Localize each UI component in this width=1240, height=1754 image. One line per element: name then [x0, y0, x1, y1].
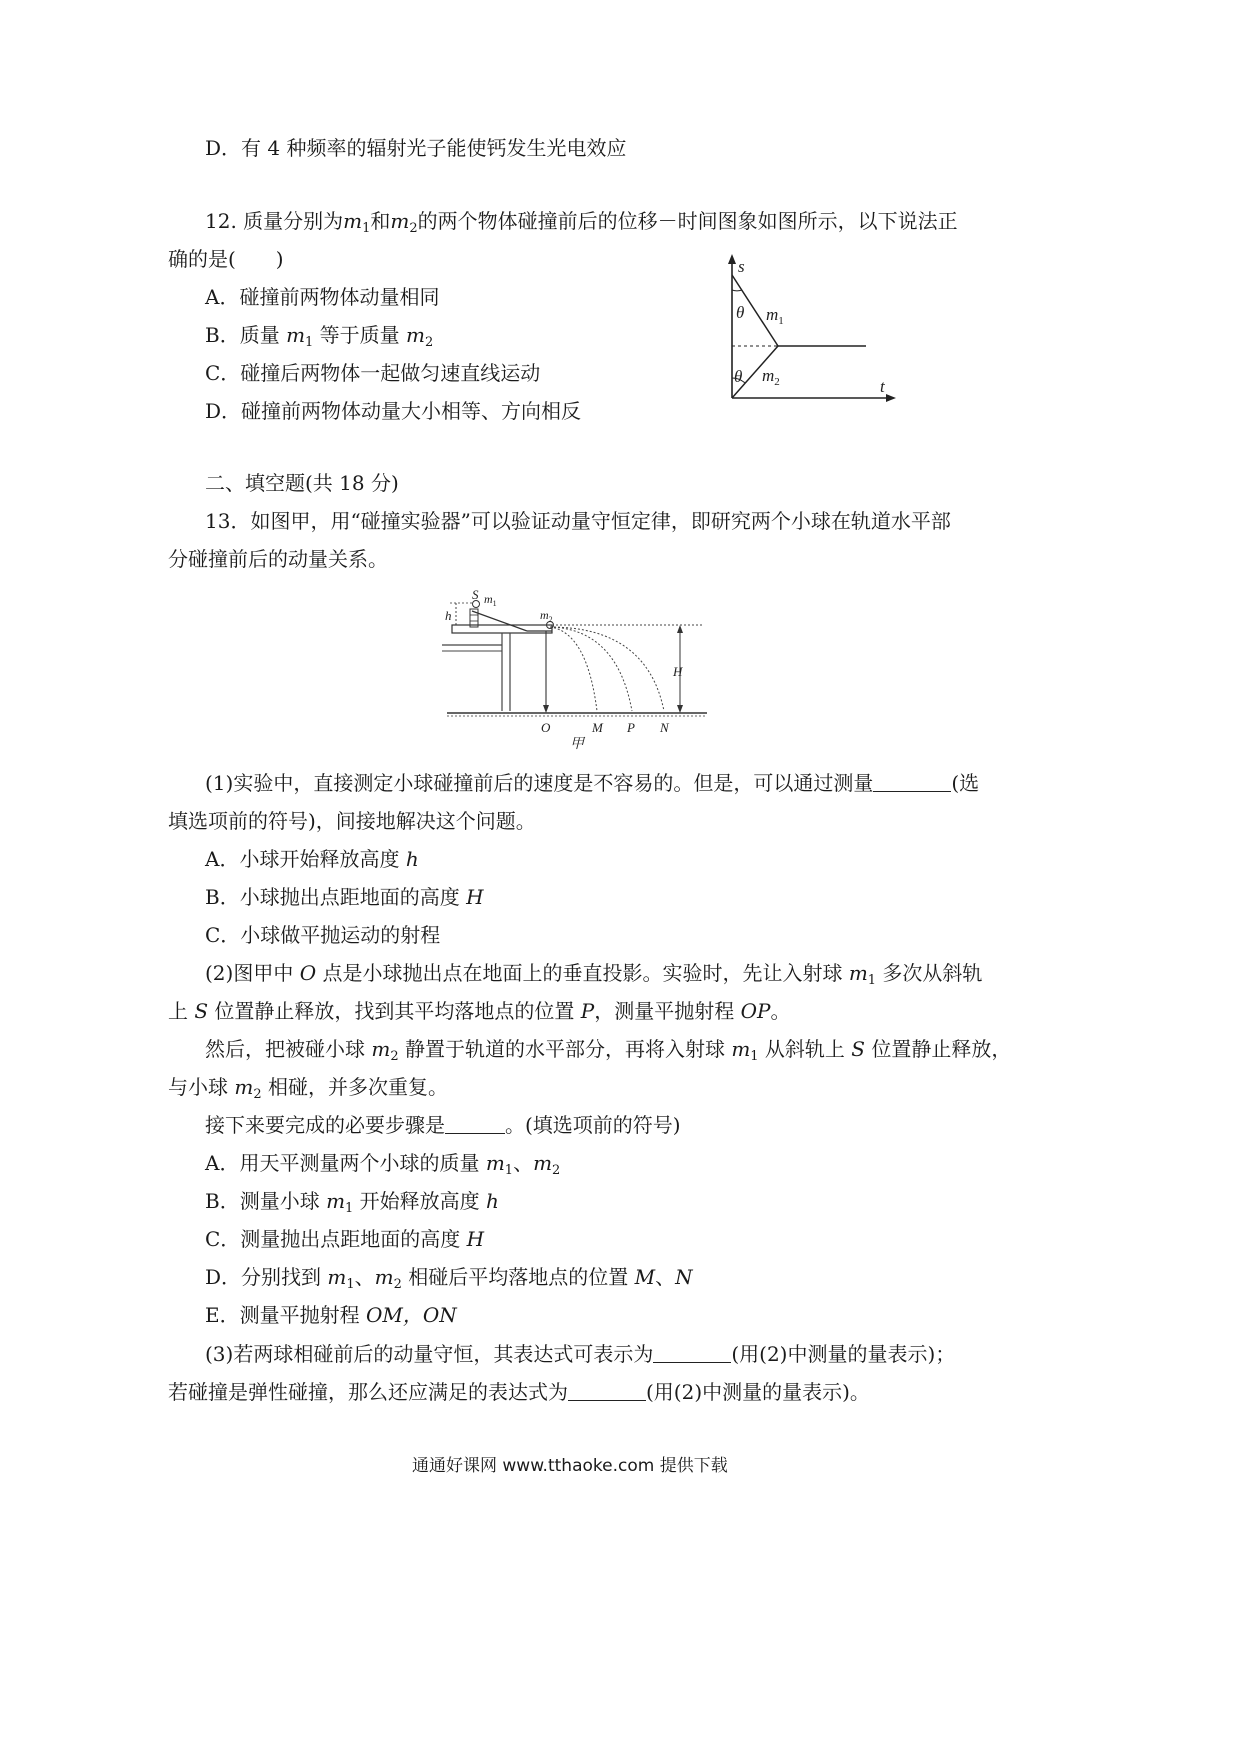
q13-stem-line1: 13．如图甲，用“碰撞实验器”可以验证动量守恒定律，即研究两个小球在轨道水平部 — [205, 509, 951, 533]
trajectory-m — [550, 627, 597, 711]
q13-part1-option-b: B．小球抛出点距地面的高度 H — [205, 885, 484, 909]
q13-part2-option-c: C．测量抛出点距地面的高度 H — [205, 1227, 485, 1251]
label-m2: $m_2$ — [540, 608, 553, 624]
label-S: S — [472, 587, 479, 602]
m2-label: $m_2$ — [762, 366, 780, 388]
label-m1: $m_1$ — [484, 592, 497, 608]
q13-stem-line2: 分碰撞前后的动量关系。 — [168, 547, 388, 571]
q12-stem-line1: 12. 质量分别为$m_1$和$m_2$的两个物体碰撞前后的位移－时间图象如图所示，以下说法正 — [205, 209, 958, 236]
label-h: h — [445, 608, 452, 623]
q13-part2-line5: 接下来要完成的必要步骤是 。(填选项前的符号) — [205, 1113, 681, 1137]
label-O: O — [541, 720, 551, 735]
m1-label: $m_1$ — [766, 305, 784, 327]
q13-part1-option-a: A．小球开始释放高度 h — [205, 847, 419, 871]
s-axis-arrow-icon — [728, 254, 736, 264]
q11-option-d: D．有 4 种频率的辐射光子能使钙发生光电效应 — [205, 136, 627, 160]
q13-part1-line2: 填选项前的符号)，间接地解决这个问题。 — [168, 809, 536, 833]
page-footer: 通通好课网 www.tthaoke.com 提供下载 — [412, 1456, 728, 1476]
t-label: t — [880, 377, 885, 396]
answer-blank-4[interactable] — [568, 1382, 646, 1401]
q13-part2-option-d: D．分别找到 $m_1$、$m_2$ 相碰后平均落地点的位置 M、N — [205, 1265, 693, 1292]
theta-arc-top — [732, 290, 742, 291]
q13-part3-line1: (3)若两球相碰前后的动量守恒，其表达式可表示为 (用(2)中测量的量表示)； — [205, 1342, 956, 1366]
q13-part2-line2: 上 S 位置静止释放，找到其平均落地点的位置 P，测量平抛射程 OP。 — [168, 999, 791, 1023]
answer-blank-2[interactable] — [445, 1115, 505, 1134]
q12-option-a: A．碰撞前两物体动量相同 — [205, 285, 440, 309]
q13-figure-jia — [432, 587, 722, 757]
label-N: N — [660, 720, 669, 735]
q13-part2-option-e: E．测量平抛射程 OM，ON — [205, 1303, 457, 1327]
q13-part2-line1: (2)图甲中 O 点是小球抛出点在地面上的垂直投影。实验时，先让入射球 $m_1$ 多次从斜轨 — [205, 961, 983, 988]
answer-blank-1[interactable] — [873, 773, 951, 792]
q12-option-d: D．碰撞前两物体动量大小相等、方向相反 — [205, 399, 582, 423]
figure-caption: 甲 — [570, 737, 584, 752]
theta-label-top: θ — [736, 303, 745, 322]
q13-part2-option-a: A．用天平测量两个小球的质量 $m_1$、$m_2$ — [205, 1151, 561, 1178]
q13-part2-line3: 然后，把被碰小球 $m_2$ 静置于轨道的水平部分，再将入射球 $m_1$ 从斜轨上 S 位置静止释放， — [205, 1037, 1012, 1064]
q13-part2-option-b: B．测量小球 $m_1$ 开始释放高度 h — [205, 1189, 499, 1216]
q12-option-b: B．质量 $m_1$ 等于质量 $m_2$ — [205, 323, 434, 350]
q13-part1-line1: (1)实验中，直接测定小球碰撞前后的速度是不容易的。但是，可以通过测量 (选 — [205, 771, 980, 795]
section-2-heading: 二、填空题(共 18 分) — [205, 471, 399, 495]
q12-st-graph — [720, 250, 910, 405]
q13-part2-line4: 与小球 $m_2$ 相碰，并多次重复。 — [168, 1075, 448, 1102]
theta-label-bottom: θ — [734, 367, 743, 386]
q12-option-c: C．碰撞后两物体一起做匀速直线运动 — [205, 361, 541, 385]
q12-stem-line2: 确的是( ) — [168, 247, 284, 271]
label-H: H — [673, 664, 683, 679]
t-axis-arrow-icon — [886, 394, 896, 402]
label-M: M — [592, 720, 603, 735]
q13-part1-option-c: C．小球做平抛运动的射程 — [205, 923, 441, 947]
q13-part3-line2: 若碰撞是弹性碰撞，那么还应满足的表达式为 (用(2)中测量的量表示)。 — [168, 1380, 870, 1404]
label-P: P — [627, 720, 635, 735]
trajectory-n — [550, 627, 664, 711]
s-label: s — [738, 257, 745, 276]
answer-blank-3[interactable] — [653, 1344, 731, 1363]
track-platform — [452, 625, 552, 633]
trajectory-p — [550, 627, 632, 711]
